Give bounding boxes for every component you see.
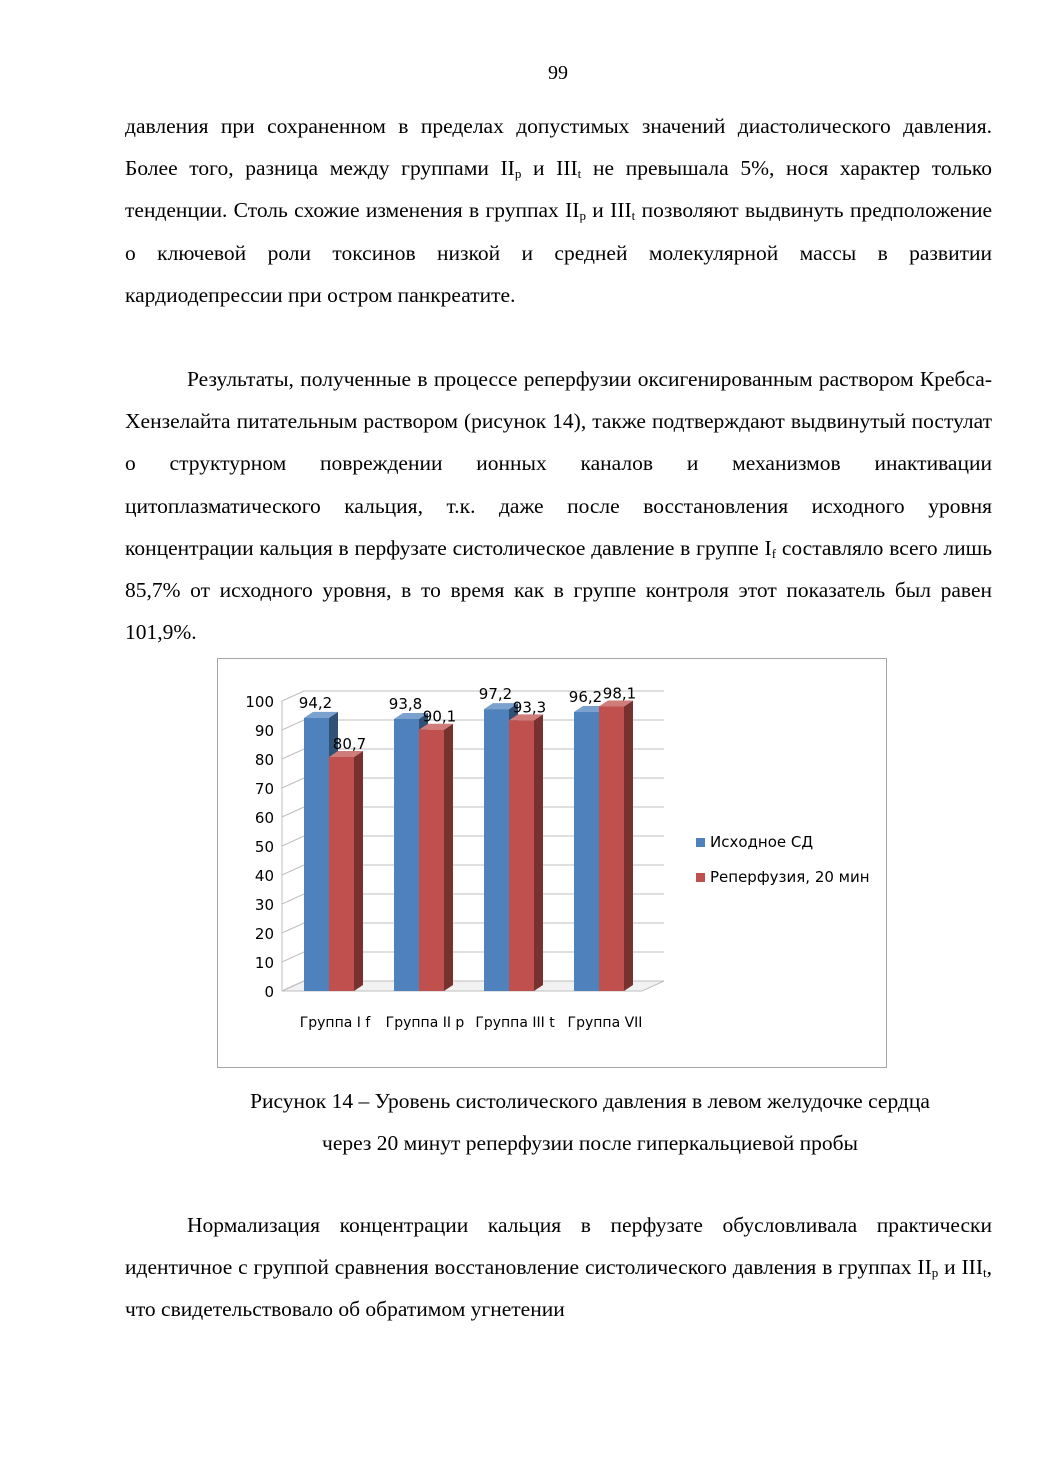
- data-label: 90,1: [422, 707, 457, 726]
- bar-side: [534, 714, 543, 991]
- data-label: 80,7: [332, 734, 367, 753]
- data-label: 97,2: [478, 685, 513, 704]
- bar: [329, 757, 354, 991]
- data-label: 93,8: [388, 694, 423, 713]
- y-tick-label: 70: [254, 780, 274, 798]
- page-number: 99: [548, 62, 568, 84]
- bar: [599, 707, 624, 991]
- legend-swatch: [696, 873, 705, 882]
- gridline-depth: [282, 952, 304, 962]
- gridline-depth: [282, 807, 304, 817]
- caption-line-1: Рисунок 14 – Уровень систолического давления в левом желудочке сердца: [250, 1089, 930, 1113]
- y-tick-label: 10: [254, 954, 274, 972]
- bar: [574, 712, 599, 991]
- bar: [304, 718, 329, 991]
- x-tick-label: Группа II р: [385, 1015, 465, 1031]
- bar-side: [354, 751, 363, 991]
- gridline-depth: [282, 865, 304, 875]
- x-tick-label: Группа VII: [567, 1015, 643, 1031]
- y-tick-label: 30: [254, 896, 274, 914]
- bar-chart: [218, 659, 888, 1069]
- paragraph-1: давления при сохраненном в пределах допустимых значений диастолического давления. Более того, разница между группами $II_р$ и $III_t$ не превышала 5%, нося характер только тенденции. Столь схожие изменения в группах $II_р$ и $III_t$ позволяют выдвинуть предположение о ключевой роли токсинов низкой и средней молекулярной массы в развитии кардиодепрессии при остром панкреатите.: [125, 114, 992, 307]
- legend-label: Исходное СД: [710, 833, 814, 851]
- legend-label: Реперфузия, 20 мин: [710, 868, 870, 886]
- bar-side: [624, 701, 633, 991]
- y-tick-label: 0: [264, 983, 274, 1001]
- caption-line-2: через 20 минут реперфузии после гиперкальциевой пробы: [322, 1131, 858, 1155]
- gridline-depth: [282, 836, 304, 846]
- bar: [509, 720, 534, 991]
- y-tick-label: 50: [254, 838, 274, 856]
- paragraph-2: Результаты, полученные в процессе реперфузии оксигенированным раствором Кребса-Хензелайта питательным раствором (рисунок 14), также подтверждают выдвинутый постулат о структурном повреждении ионных каналов и механизмов инактивации цитоплазматического кальция, т.к. даже после восстановления исходного уровня концентрации кальция в перфузате систолическое давление в группе $I_f$ составляло всего лишь 85,7% от исходного уровня, в то время как в группе контроля этот показатель был равен 101,9%.: [125, 367, 992, 645]
- y-tick-label: 60: [254, 809, 274, 827]
- x-tick-label: Группа I f: [299, 1015, 371, 1031]
- x-tick-label: Группа III t: [475, 1015, 555, 1031]
- bar: [484, 709, 509, 991]
- gridline-depth: [282, 749, 304, 759]
- data-label: 96,2: [568, 688, 603, 707]
- y-tick-label: 20: [254, 925, 274, 943]
- legend-swatch: [696, 838, 705, 847]
- data-label: 94,2: [298, 693, 333, 712]
- y-tick-label: 40: [254, 867, 274, 885]
- paragraph-3: Нормализация концентрации кальция в перфузате обусловливала практически идентичное с группой сравнения восстановление систолического давления в группах $II_р$ и $III_t$, что свидетельствовало об обратимом угнетении: [125, 1213, 992, 1322]
- gridline-depth: [282, 894, 304, 904]
- bar: [419, 730, 444, 991]
- data-label: 98,1: [602, 684, 637, 703]
- gridline-depth: [282, 778, 304, 788]
- figure-caption: [140, 1080, 1040, 1164]
- y-tick-label: 100: [245, 693, 274, 711]
- figure-14: [217, 658, 887, 1068]
- y-tick-label: 80: [254, 751, 274, 769]
- gridline-depth: [282, 720, 304, 730]
- bar-side: [444, 724, 453, 991]
- y-tick-label: 90: [254, 722, 274, 740]
- data-label: 93,3: [512, 698, 547, 717]
- gridline-depth: [282, 923, 304, 933]
- bar: [394, 719, 419, 991]
